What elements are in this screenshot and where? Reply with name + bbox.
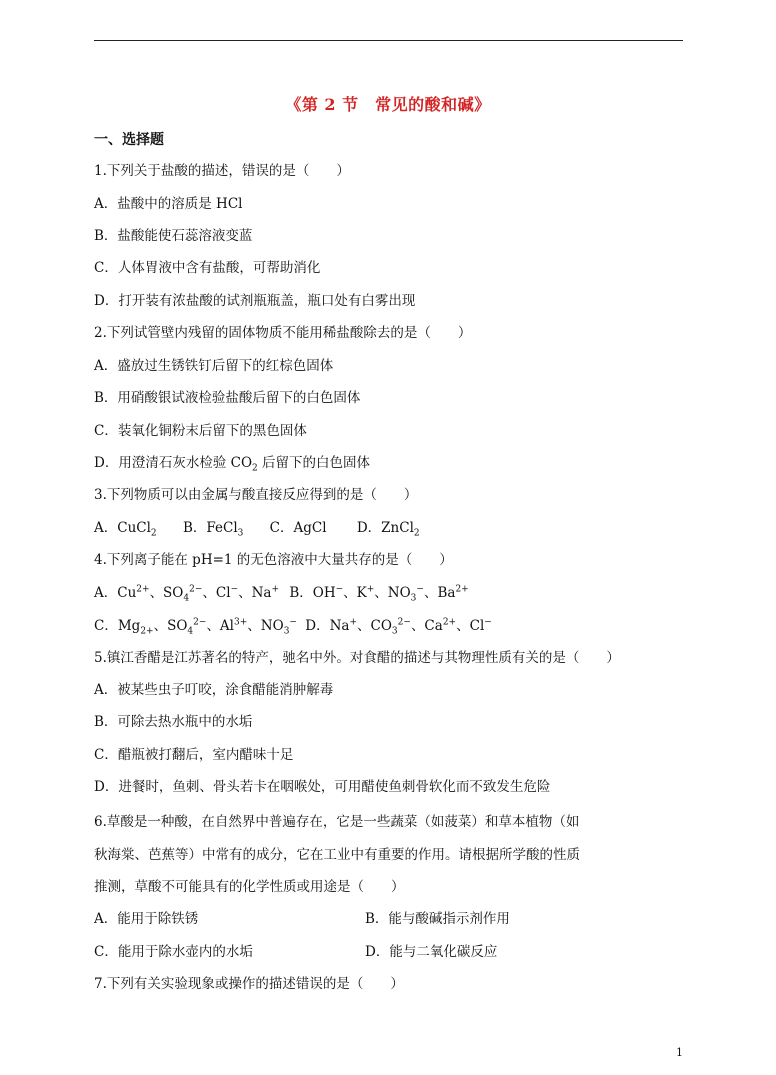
question-2-stem: 2.下列试管壁内残留的固体物质不能用稀盐酸除去的是（ ） xyxy=(94,325,472,341)
question-1-option-d: D．打开装有浓盐酸的试剂瓶瓶盖，瓶口处有白雾出现 xyxy=(94,293,416,309)
question-3-stem: 3.下列物质可以由金属与酸直接反应得到的是（ ） xyxy=(94,487,418,503)
page-number: 1 xyxy=(676,1046,683,1059)
question-6-option-b: B．能与酸碱指示剂作用 xyxy=(365,911,510,927)
question-6-stem-line-2: 秋海棠、芭蕉等）中常有的成分，它在工业中有重要的作用。请根据所学酸的性质 xyxy=(94,847,580,863)
question-4-stem: 4.下列离子能在 pH=1 的无色溶液中大量共存的是（ ） xyxy=(94,552,453,568)
question-2-option-a: A．盛放过生锈铁钉后留下的红棕色固体 xyxy=(94,358,334,374)
question-3-option-a: A．CuCl$_2$ xyxy=(94,520,157,539)
question-1-stem: 1.下列关于盐酸的描述，错误的是（ ） xyxy=(94,163,350,179)
question-2-option-b: B．用硝酸银试液检验盐酸后留下的白色固体 xyxy=(94,390,361,406)
question-4-options-cd: C．$Mg_{2+}$、$SO_4^{2-}$、$Al^{3+}$、$NO_3^-$ D．Na+、$CO_3^{2-}$、$Ca^{2+}$、Cl− xyxy=(94,617,492,637)
question-3-option-b: B．FeCl$_3$ xyxy=(182,520,244,539)
question-6-option-d: D．能与二氧化碳反应 xyxy=(365,944,498,960)
question-1-option-a: A．盐酸中的溶质是 HCl xyxy=(94,196,243,212)
question-3-options xyxy=(94,518,420,538)
question-5-option-d: D．进餐时，鱼刺、骨头若卡在咽喉处，可用醋使鱼刺骨软化而不致发生危险 xyxy=(94,779,551,795)
question-6-stem-line-1: 6.草酸是一种酸，在自然界中普遍存在，它是一些蔬菜（如菠菜）和草本植物（如 xyxy=(94,814,580,830)
page-title: 《第 2 节 常见的酸和碱》 xyxy=(285,95,491,114)
question-3-option-c: C．AgCl xyxy=(269,520,327,536)
question-6-option-c: C．能用于除水壶内的水垢 xyxy=(94,944,253,960)
question-5-option-a: A．被某些虫子叮咬，涂食醋能消肿解毒 xyxy=(94,682,334,698)
question-1-option-b: B．盐酸能使石蕊溶液变蓝 xyxy=(94,228,253,244)
header-rule xyxy=(94,40,683,41)
question-7-stem: 7.下列有关实验现象或操作的描述错误的是（ ） xyxy=(94,976,404,992)
question-5-option-c: C．醋瓶被打翻后，室内醋味十足 xyxy=(94,747,294,763)
question-5-stem: 5.镇江香醋是江苏著名的特产，驰名中外。对食醋的描述与其物理性质有关的是（ ） xyxy=(94,650,620,666)
question-6-option-a: A．能用于除铁锈 xyxy=(94,911,199,927)
question-4-options-ab: A．$Cu^{2+}$、$SO_4^{2-}$、Cl−、Na+ B．OH−、K+、$NO_3^-$、$Ba^{2+}$ xyxy=(94,584,469,604)
question-5-option-b: B．可除去热水瓶中的水垢 xyxy=(94,714,253,730)
question-6-stem-line-3: 推测，草酸不可能具有的化学性质或用途是（ ） xyxy=(94,879,405,895)
question-3-option-d: D．ZnCl$_2$ xyxy=(356,520,420,539)
question-1-option-c: C．人体胃液中含有盐酸，可帮助消化 xyxy=(94,260,321,276)
question-2-option-c: C．装氧化铜粉末后留下的黑色固体 xyxy=(94,423,307,439)
section-heading: 一、选择题 xyxy=(94,132,164,148)
question-2-option-d: D．用澄清石灰水检验 $CO_2$ 后留下的白色固体 xyxy=(94,455,371,474)
